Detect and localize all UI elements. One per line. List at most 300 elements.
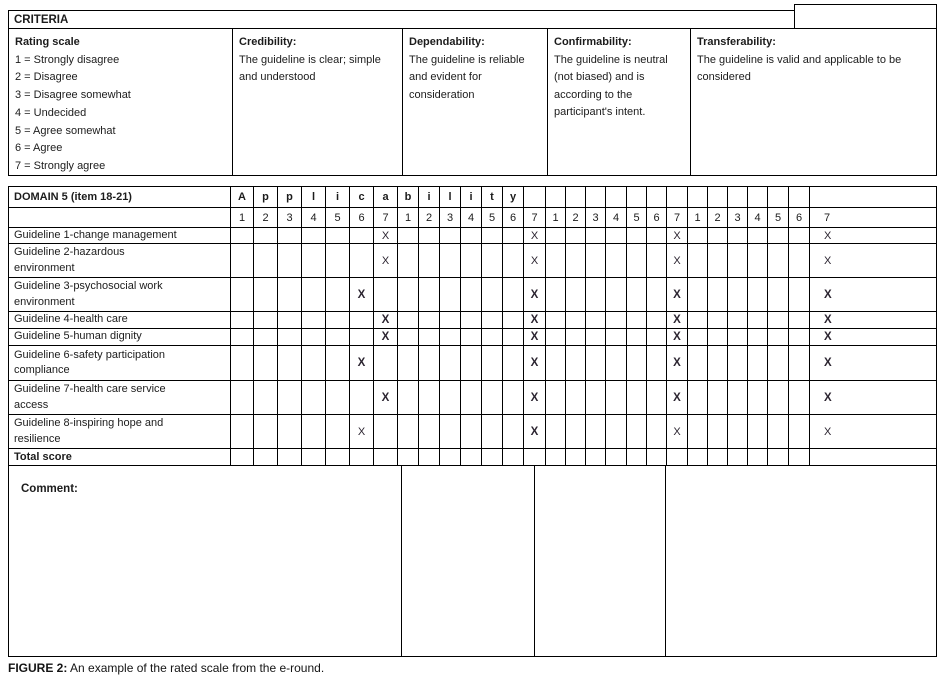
criterion-description: The guideline is valid and applicable to be considered (697, 53, 902, 83)
rating-cell (461, 346, 482, 381)
rating-mark: X (530, 314, 539, 326)
rating-cell (667, 415, 688, 449)
comment-cell (9, 466, 402, 657)
rating-cell (374, 381, 398, 415)
letter-cell: p (254, 187, 278, 208)
rating-cell (254, 312, 278, 329)
letter-cell: l (302, 187, 326, 208)
rating-cell (708, 329, 728, 346)
rating-cell (586, 228, 606, 244)
rating-cell (326, 244, 350, 278)
rating-cell (546, 278, 566, 312)
rating-mark: X (673, 331, 681, 343)
rating-cell (667, 381, 688, 415)
rating-cell (708, 381, 728, 415)
rating-cell (810, 381, 937, 415)
letter-cell (748, 187, 768, 208)
total-score-row (9, 449, 937, 466)
rating-cell (688, 244, 708, 278)
rating-cell (302, 278, 326, 312)
letter-cell (586, 187, 606, 208)
letter-cell: l (440, 187, 461, 208)
rating-mark: X (381, 314, 390, 326)
rating-cell (524, 244, 546, 278)
letter-cell: A (231, 187, 254, 208)
rating-cell (708, 415, 728, 449)
rating-cell (350, 381, 374, 415)
rating-cell (482, 381, 503, 415)
rating-cell (326, 329, 350, 346)
criteria-table (8, 10, 937, 176)
rating-cell (482, 244, 503, 278)
rating-mark: X (530, 425, 539, 438)
number-cell: 5 (482, 208, 503, 228)
rating-cell (810, 228, 937, 244)
total-score-cell (586, 449, 606, 466)
number-cell: 2 (566, 208, 586, 228)
rating-mark: X (824, 425, 832, 438)
rating-cell (647, 244, 667, 278)
rating-cell (461, 244, 482, 278)
rating-cell (503, 312, 524, 329)
rating-mark: X (530, 254, 539, 267)
rating-cell (810, 278, 937, 312)
rating-cell (302, 312, 326, 329)
rating-cell (566, 415, 586, 449)
rating-mark: X (357, 425, 366, 438)
rating-cell (461, 381, 482, 415)
criterion-title: Dependability: (409, 36, 485, 48)
rating-cell (419, 228, 440, 244)
rating-cell (546, 381, 566, 415)
total-score-cell (647, 449, 667, 466)
rating-cell (482, 346, 503, 381)
letter-cell: i (326, 187, 350, 208)
total-score-cell (524, 449, 546, 466)
rating-cell (606, 312, 627, 329)
rating-cell (231, 329, 254, 346)
rating-cell (503, 228, 524, 244)
rating-mark: X (357, 288, 366, 301)
rating-cell (231, 381, 254, 415)
rating-cell (503, 278, 524, 312)
rating-cell (440, 228, 461, 244)
rating-cell (302, 244, 326, 278)
rating-cell (254, 415, 278, 449)
rating-cell (231, 312, 254, 329)
rating-cell (789, 278, 810, 312)
rating-cell (278, 228, 302, 244)
rating-cell (748, 228, 768, 244)
rating-cell (302, 346, 326, 381)
total-score-cell (606, 449, 627, 466)
rating-cell (419, 381, 440, 415)
domain-header-cell: DOMAIN 5 (item 18-21) (9, 187, 231, 208)
rating-cell (231, 244, 254, 278)
rating-scale-cell (9, 29, 233, 176)
letter-cell: p (278, 187, 302, 208)
rating-cell (688, 228, 708, 244)
letter-cell: c (350, 187, 374, 208)
rating-cell (708, 278, 728, 312)
rating-cell (482, 228, 503, 244)
total-score-cell (627, 449, 647, 466)
rating-cell (419, 329, 440, 346)
letter-cell (810, 187, 937, 208)
rating-mark: X (673, 391, 681, 404)
rating-cell (647, 228, 667, 244)
rating-cell (586, 312, 606, 329)
criterion-cell-credibility (233, 29, 403, 176)
guideline-row (9, 346, 937, 381)
rating-cell (398, 312, 419, 329)
rating-cell (278, 244, 302, 278)
rating-cell (374, 244, 398, 278)
comment-cell (535, 466, 666, 657)
rating-cell (546, 329, 566, 346)
rating-cell (398, 329, 419, 346)
guideline-label-cell: Guideline 6-safety participation compliance (9, 346, 231, 381)
rating-cell (254, 329, 278, 346)
rating-cell (278, 312, 302, 329)
rating-cell (524, 381, 546, 415)
rating-cell (302, 381, 326, 415)
rating-cell (503, 329, 524, 346)
rating-table (8, 186, 937, 657)
comment-cell (666, 466, 937, 657)
guideline-label-cell: Guideline 3-psychosocial work environment (9, 278, 231, 312)
rating-cell (231, 415, 254, 449)
guideline-row (9, 312, 937, 329)
rating-level: 3 = Disagree somewhat (15, 89, 131, 102)
rating-cell (461, 329, 482, 346)
criterion-title: Transferability: (697, 36, 776, 48)
rating-cell (606, 415, 627, 449)
rating-cell (524, 415, 546, 449)
rating-cell (728, 381, 748, 415)
rating-cell (350, 329, 374, 346)
number-cell: 1 (231, 208, 254, 228)
rating-cell (482, 312, 503, 329)
rating-cell (768, 244, 789, 278)
rating-cell (748, 278, 768, 312)
rating-cell (810, 329, 937, 346)
rating-cell (278, 381, 302, 415)
rating-cell (667, 278, 688, 312)
number-cell: 7 (667, 208, 688, 228)
rating-cell (688, 278, 708, 312)
rating-cell (350, 228, 374, 244)
guideline-row (9, 278, 937, 312)
rating-cell (768, 278, 789, 312)
rating-level: 2 = Disagree (15, 71, 78, 84)
rating-cell (231, 278, 254, 312)
letter-cell (768, 187, 789, 208)
number-cell: 4 (302, 208, 326, 228)
rating-cell (627, 346, 647, 381)
rating-cell (688, 415, 708, 449)
rating-cell (627, 415, 647, 449)
letter-cell (566, 187, 586, 208)
rating-cell (461, 415, 482, 449)
rating-mark: X (824, 229, 832, 242)
rating-cell (461, 312, 482, 329)
rating-cell (398, 381, 419, 415)
rating-mark: X (530, 357, 539, 369)
rating-cell (374, 228, 398, 244)
rating-mark: X (381, 254, 390, 267)
rating-cell (524, 278, 546, 312)
rating-mark: X (530, 229, 539, 242)
rating-cell (254, 381, 278, 415)
rating-cell (419, 346, 440, 381)
rating-cell (688, 346, 708, 381)
rating-cell (586, 244, 606, 278)
rating-level: 6 = Agree (15, 142, 63, 155)
total-score-cell (302, 449, 326, 466)
rating-cell (586, 381, 606, 415)
rating-cell (524, 329, 546, 346)
rating-cell (461, 278, 482, 312)
guideline-label-cell: Guideline 2-hazardous environment (9, 244, 231, 278)
rating-cell (606, 381, 627, 415)
rating-cell (768, 381, 789, 415)
rating-mark: X (381, 391, 390, 404)
rating-level: 4 = Undecided (15, 106, 87, 119)
rating-cell (440, 329, 461, 346)
rating-cell (566, 244, 586, 278)
rating-mark: X (673, 229, 681, 242)
number-cell: 3 (728, 208, 748, 228)
rating-scale-title: Rating scale (15, 36, 80, 48)
number-cell: 1 (398, 208, 419, 228)
rating-cell (586, 346, 606, 381)
rating-cell (566, 278, 586, 312)
rating-cell (566, 228, 586, 244)
rating-cell (688, 329, 708, 346)
rating-cell (768, 312, 789, 329)
figure-caption-text: An example of the rated scale from the e-round. (70, 661, 325, 675)
scale-numbers-row (9, 208, 937, 228)
criterion-description: The guideline is reliable and evident for consideration (409, 53, 525, 101)
rating-mark: X (673, 357, 681, 369)
total-score-cell (748, 449, 768, 466)
rating-cell (627, 228, 647, 244)
rating-cell (789, 312, 810, 329)
rating-cell (231, 228, 254, 244)
rating-cell (789, 329, 810, 346)
rating-cell (728, 228, 748, 244)
rating-cell (667, 346, 688, 381)
rating-cell (810, 312, 937, 329)
letter-cell (728, 187, 748, 208)
rating-cell (688, 312, 708, 329)
criterion-cell-transferability (691, 29, 937, 176)
rating-mark: X (824, 254, 832, 267)
guideline-label-cell: Guideline 5-human dignity (9, 329, 231, 346)
criteria-description-row (9, 29, 937, 176)
total-score-cell (398, 449, 419, 466)
rating-cell (302, 228, 326, 244)
rating-cell (546, 228, 566, 244)
rating-cell (278, 278, 302, 312)
number-cell: 4 (606, 208, 627, 228)
rating-cell (566, 381, 586, 415)
rating-cell (728, 278, 748, 312)
letter-cell (524, 187, 546, 208)
rating-cell (254, 228, 278, 244)
number-cell: 6 (350, 208, 374, 228)
rating-cell (728, 312, 748, 329)
figure-caption-label: FIGURE 2: (8, 661, 68, 675)
number-cell: 5 (627, 208, 647, 228)
rating-cell (606, 228, 627, 244)
rating-cell (461, 228, 482, 244)
criteria-header-cell: CRITERIA (9, 11, 937, 29)
rating-cell (768, 415, 789, 449)
rating-cell (524, 346, 546, 381)
rating-level: 7 = Strongly agree (15, 160, 106, 173)
rating-cell (374, 415, 398, 449)
rating-cell (254, 244, 278, 278)
rating-cell (503, 415, 524, 449)
rating-cell (748, 381, 768, 415)
number-cell: 4 (748, 208, 768, 228)
total-score-cell (254, 449, 278, 466)
total-score-cell (374, 449, 398, 466)
total-score-label-cell: Total score (9, 449, 231, 466)
rating-cell (627, 381, 647, 415)
rating-cell (586, 278, 606, 312)
rating-cell (728, 415, 748, 449)
number-cell: 5 (326, 208, 350, 228)
rating-mark: X (673, 254, 681, 267)
rating-cell (748, 346, 768, 381)
rating-cell (768, 346, 789, 381)
total-score-cell (708, 449, 728, 466)
rating-cell (374, 278, 398, 312)
rating-mark: X (530, 331, 539, 343)
letter-cell: i (461, 187, 482, 208)
number-cell: 6 (503, 208, 524, 228)
rating-cell (627, 329, 647, 346)
rating-cell (350, 312, 374, 329)
number-cell: 3 (440, 208, 461, 228)
rating-cell (440, 244, 461, 278)
rating-cell (647, 381, 667, 415)
rating-cell (546, 244, 566, 278)
rating-cell (482, 329, 503, 346)
letter-cell (627, 187, 647, 208)
rating-cell (398, 278, 419, 312)
rating-cell (667, 329, 688, 346)
number-cell: 3 (278, 208, 302, 228)
criterion-description: The guideline is clear; simple and understood (239, 53, 381, 83)
scale-numbers-label-cell (9, 208, 231, 228)
total-score-cell (810, 449, 937, 466)
comment-row (9, 466, 937, 657)
criterion-cell-dependability (403, 29, 548, 176)
rating-cell (278, 329, 302, 346)
rating-cell (254, 346, 278, 381)
rating-cell (566, 346, 586, 381)
rating-cell (440, 278, 461, 312)
rating-cell (627, 278, 647, 312)
letter-cell (546, 187, 566, 208)
letter-cell: y (503, 187, 524, 208)
criterion-title: Credibility: (239, 36, 297, 48)
letter-cell (708, 187, 728, 208)
total-score-cell (482, 449, 503, 466)
guideline-label-cell: Guideline 4-health care (9, 312, 231, 329)
rating-cell (708, 346, 728, 381)
rating-cell (419, 415, 440, 449)
letter-cell (667, 187, 688, 208)
rating-cell (647, 346, 667, 381)
rating-cell (231, 346, 254, 381)
rating-mark: X (530, 391, 539, 404)
rating-cell (606, 278, 627, 312)
total-score-cell (350, 449, 374, 466)
guideline-label-cell: Guideline 8-inspiring hope and resilience (9, 415, 231, 449)
guideline-row (9, 415, 937, 449)
rating-cell (350, 278, 374, 312)
total-score-cell (278, 449, 302, 466)
total-score-cell (546, 449, 566, 466)
number-cell: 6 (647, 208, 667, 228)
rating-mark: X (824, 288, 832, 301)
letter-cell: a (374, 187, 398, 208)
rating-cell (278, 415, 302, 449)
applicability-header-row (9, 187, 937, 208)
letter-cell (647, 187, 667, 208)
total-score-cell (440, 449, 461, 466)
rating-cell (419, 278, 440, 312)
total-score-cell (503, 449, 524, 466)
rating-cell (398, 346, 419, 381)
number-cell: 7 (374, 208, 398, 228)
rating-cell (810, 415, 937, 449)
rating-cell (254, 278, 278, 312)
rating-cell (566, 329, 586, 346)
rating-cell (482, 278, 503, 312)
rating-cell (419, 312, 440, 329)
rating-level: 1 = Strongly disagree (15, 53, 120, 66)
number-cell: 5 (768, 208, 789, 228)
rating-mark: X (381, 331, 390, 343)
rating-cell (374, 312, 398, 329)
rating-cell (326, 346, 350, 381)
rating-cell (748, 415, 768, 449)
total-score-cell (667, 449, 688, 466)
rating-cell (606, 346, 627, 381)
rating-cell (546, 346, 566, 381)
total-score-cell (231, 449, 254, 466)
total-score-cell (566, 449, 586, 466)
rating-cell (606, 329, 627, 346)
total-score-cell (461, 449, 482, 466)
letter-cell: b (398, 187, 419, 208)
rating-cell (440, 415, 461, 449)
comment-label: Comment: (21, 483, 78, 495)
rating-cell (789, 415, 810, 449)
rating-cell (440, 312, 461, 329)
total-score-cell (728, 449, 748, 466)
rating-cell (503, 346, 524, 381)
rating-cell (419, 244, 440, 278)
rating-cell (627, 312, 647, 329)
rating-cell (326, 228, 350, 244)
